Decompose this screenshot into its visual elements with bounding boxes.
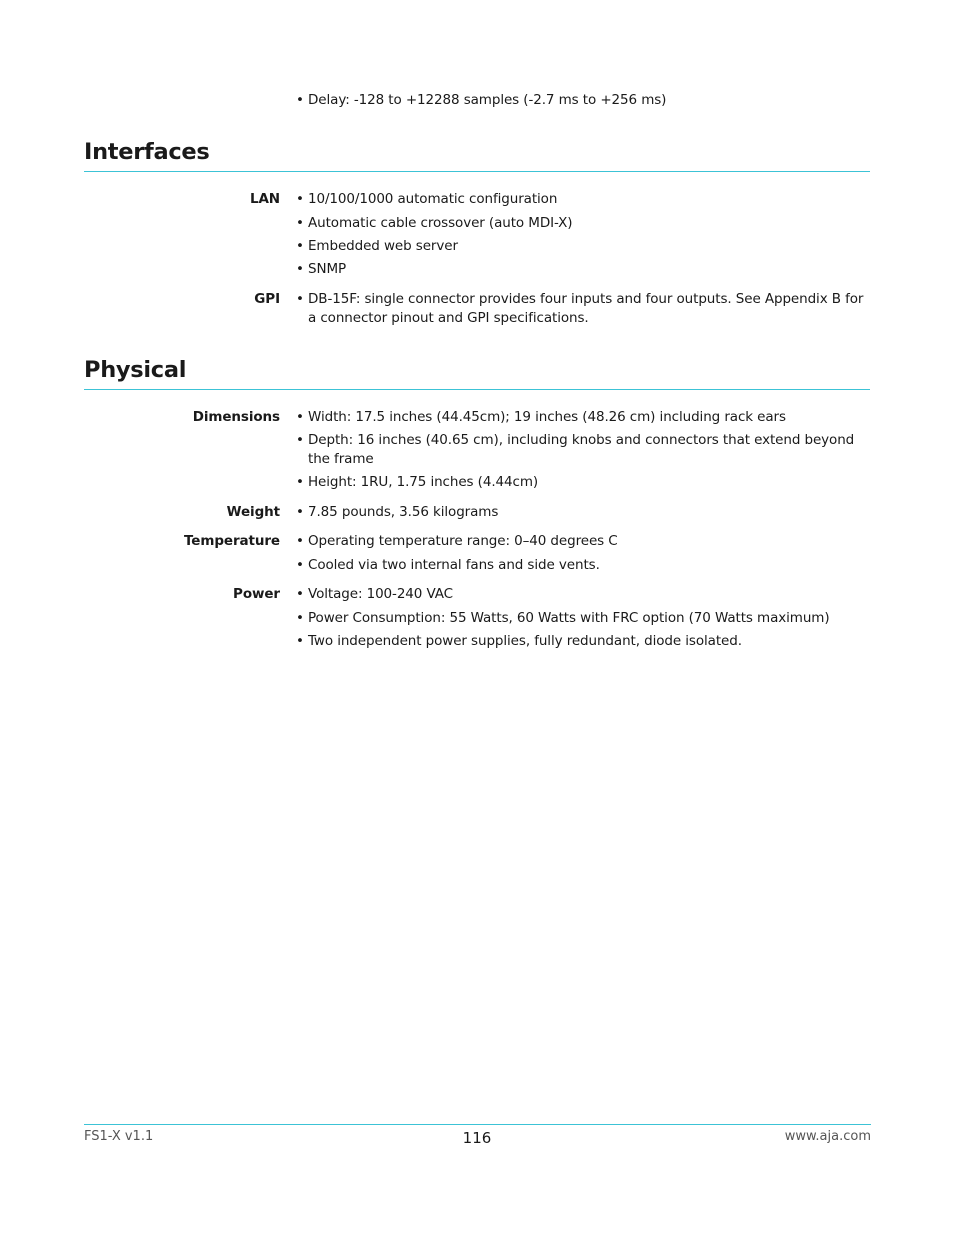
list-item (296, 609, 866, 628)
bullet-glyph: • (296, 586, 304, 602)
list-item (296, 290, 866, 328)
spec-label-lan: LAN (249, 191, 280, 207)
footer-product-version: FS1-X v1.1 (84, 1129, 154, 1144)
lan-spec: 10/100/1000 automatic configuration (308, 191, 558, 207)
list-item (296, 431, 866, 469)
footer-divider (84, 1124, 871, 1125)
weight-spec: 7.85 pounds, 3.56 kilograms (308, 504, 499, 520)
section-divider (84, 389, 870, 390)
list-item (296, 260, 866, 279)
section-title-interfaces: Interfaces (84, 139, 210, 165)
list-item (296, 632, 866, 651)
list-item (296, 473, 866, 492)
lan-spec: Automatic cable crossover (auto MDI-X) (308, 215, 573, 231)
power-spec: Voltage: 100-240 VAC (308, 586, 453, 602)
dimensions-spec: Depth: 16 inches (40.65 cm), including knobs and connectors that extend beyond the frame (308, 432, 855, 467)
bullet-glyph: • (296, 557, 304, 573)
list-item (296, 190, 866, 209)
bullet-glyph: • (296, 261, 304, 277)
list-item (296, 408, 866, 427)
bullet-glyph: • (296, 92, 304, 108)
bullet-glyph: • (296, 291, 304, 307)
temperature-spec: Cooled via two internal fans and side vents. (308, 557, 600, 573)
spec-label-temperature: Temperature (183, 533, 280, 549)
bullet-glyph: • (296, 474, 304, 490)
bullet-glyph: • (296, 215, 304, 231)
list-item (296, 237, 866, 256)
spec-label-dimensions: Dimensions (192, 409, 280, 425)
delay-spec: Delay: -128 to +12288 samples (-2.7 ms to +256 ms) (308, 92, 667, 108)
footer-website: www.aja.com (784, 1129, 871, 1144)
gpi-spec: DB-15F: single connector provides four inputs and four outputs. See Appendix B for a connector pinout and GPI specifications. (308, 291, 864, 326)
lan-spec: Embedded web server (308, 238, 458, 254)
list-item (296, 214, 866, 233)
lan-spec: SNMP (308, 261, 347, 277)
list-item (296, 532, 866, 551)
section-title-physical: Physical (84, 357, 187, 383)
spec-label-power: Power (233, 586, 280, 602)
bullet-glyph: • (296, 633, 304, 649)
bullet-glyph: • (296, 432, 304, 448)
list-item (296, 585, 866, 604)
bullet-glyph: • (296, 191, 304, 207)
temperature-spec: Operating temperature range: 0–40 degrees C (308, 533, 618, 549)
spec-label-weight: Weight (226, 504, 280, 520)
list-item (296, 556, 866, 575)
power-spec: Power Consumption: 55 Watts, 60 Watts with FRC option (70 Watts maximum) (308, 610, 830, 626)
dimensions-spec: Width: 17.5 inches (44.45cm); 19 inches (48.26 cm) including rack ears (308, 409, 786, 425)
bullet-glyph: • (296, 610, 304, 626)
power-spec: Two independent power supplies, fully redundant, diode isolated. (308, 633, 742, 649)
bullet-glyph: • (296, 238, 304, 254)
list-item (296, 91, 866, 110)
section-divider (84, 171, 870, 172)
page-number: 116 (462, 1129, 492, 1147)
bullet-glyph: • (296, 504, 304, 520)
bullet-glyph: • (296, 533, 304, 549)
dimensions-spec: Height: 1RU, 1.75 inches (4.44cm) (308, 474, 539, 490)
bullet-glyph: • (296, 409, 304, 425)
list-item (296, 503, 866, 522)
spec-label-gpi: GPI (254, 291, 280, 307)
